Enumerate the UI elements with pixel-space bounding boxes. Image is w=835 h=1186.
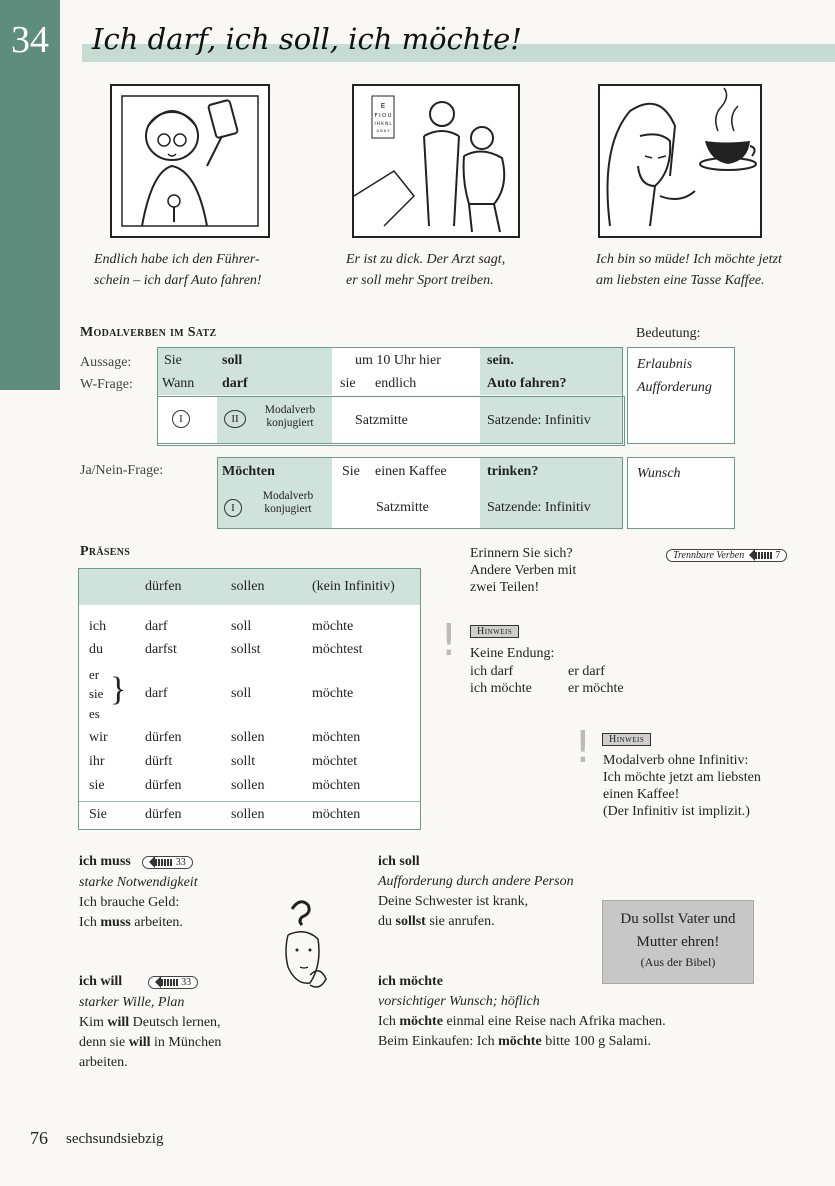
table-row: ich <box>89 619 107 634</box>
thinking-face-icon <box>280 895 330 1010</box>
meaning-aufforderung: Aufforderung <box>637 380 712 395</box>
hinweis-badge: Hinweis <box>602 733 651 746</box>
header-duerfen: dürfen <box>145 579 182 594</box>
position-1: I <box>172 410 190 428</box>
bible-quote-box: Du sollst Vater und Mutter ehren! (Aus der Bibel) <box>602 900 754 984</box>
will-block: ich will 33 starker Wille, Plan Kim will Deutsch lernen, denn sie will in München arbeiten. <box>79 974 222 1070</box>
janein-ende: trinken? <box>487 464 539 479</box>
header-kein-infinitiv: (kein Infinitiv) <box>312 579 395 594</box>
wfrage-mitte: endlich <box>375 376 417 391</box>
aussage-mitte: um 10 Uhr hier <box>355 353 441 368</box>
page-number-word: sechsundsiebzig <box>66 1131 164 1147</box>
janein-satzende: Satzende: Infinitiv <box>487 500 591 515</box>
table-row: darf <box>145 686 168 701</box>
hinweis-2-text: Modalverb ohne Infinitiv: Ich möchte jetzt am liebsten einen Kaffee! (Der Infinitiv ist implizit.) <box>603 753 761 819</box>
illustration-tired-woman <box>598 84 762 238</box>
chapter-number: 34 <box>11 19 49 61</box>
hinweis-badge: Hinweis <box>470 625 519 638</box>
exclamation-icon: ! <box>440 615 458 666</box>
arrow-left-icon <box>155 859 173 866</box>
janein-mitte: einen Kaffee <box>375 464 447 479</box>
caption-3: Ich bin so müde! Ich möchte jetzt am liebsten eine Tasse Kaffee. <box>596 252 782 288</box>
aussage-verb: soll <box>222 353 243 368</box>
soll-block: ich soll Aufforderung durch andere Person Deine Schwester ist krank, du sollst sie anrufen. <box>378 854 574 929</box>
pronoun-es: es <box>89 706 100 721</box>
moechte-block: ich möchte vorsichtiger Wunsch; höflich Ich möchte einmal eine Reise nach Afrika machen. Beim Einkaufen: Ich möchte bitte 100 g Salami. <box>378 974 666 1049</box>
eye-chart-line: I H K N L <box>374 121 392 126</box>
eye-chart-line: F I O U <box>374 113 392 119</box>
aussage-label: Aussage: <box>80 355 132 370</box>
caption-1: Endlich habe ich den Führer- schein – ich darf Auto fahren! <box>94 252 262 288</box>
arrow-left-icon <box>755 552 773 559</box>
janein-modalverb-konjugiert: Modalverb konjugiert <box>262 490 314 515</box>
janein-satzmitte: Satzmitte <box>376 500 429 515</box>
table-row: ihr <box>89 754 105 769</box>
janein-position-1: I <box>224 499 242 517</box>
meaning-erlaubnis: Erlaubnis <box>637 357 693 372</box>
brace: } <box>110 671 127 708</box>
section-heading-modalverben: Modalverben im Satz <box>80 325 217 340</box>
position-2: II <box>224 410 246 428</box>
eye-chart-line: E <box>380 102 386 110</box>
caption-2: Er ist zu dick. Der Arzt sagt, er soll mehr Sport treiben. <box>346 252 506 288</box>
ref-33[interactable]: 33 <box>148 976 199 989</box>
wfrage-word: Wann <box>162 376 195 391</box>
wfrage-subject: sie <box>340 376 356 391</box>
janein-label: Ja/Nein-Frage: <box>80 463 164 478</box>
janein-verb: Möchten <box>222 464 275 479</box>
muss-block: ich muss 33 starke Notwendigkeit Ich brauche Geld: Ich muss arbeiten. <box>79 854 198 930</box>
meaning-wunsch: Wunsch <box>637 466 681 481</box>
ref-trennbare-verben[interactable]: Trennbare Verben 7 <box>666 549 787 562</box>
table-row: sie <box>89 778 105 793</box>
wfrage-verb: darf <box>222 376 248 391</box>
pronoun-er: er <box>89 667 100 682</box>
exclamation-icon: ! <box>574 722 592 773</box>
satzende-label: Satzende: Infinitiv <box>487 413 591 428</box>
aussage-ende: sein. <box>487 353 514 368</box>
janein-subject: Sie <box>342 464 360 479</box>
section-heading-praesens: Präsens <box>80 544 131 559</box>
eye-chart-line: A N X Y <box>376 129 390 133</box>
arrow-left-icon <box>161 979 179 986</box>
page-title: Ich darf, ich soll, ich möchte! <box>92 22 522 56</box>
aussage-subject: Sie <box>164 353 182 368</box>
page-number: 76 <box>30 1128 48 1148</box>
wfrage-ende: Auto fahren? <box>487 376 567 391</box>
ref-33[interactable]: 33 <box>142 856 193 869</box>
hinweis-1-text: Keine Endung: <box>470 646 555 661</box>
modalverb-konjugiert: Modalverb konjugiert <box>264 404 316 429</box>
satzmitte-label: Satzmitte <box>355 413 408 428</box>
table-row: du <box>89 642 103 657</box>
wfrage-label: W-Frage: <box>80 377 133 392</box>
illustration-doctor <box>352 84 520 238</box>
illustration-driving-license <box>110 84 270 238</box>
erinnern-note: Erinnern Sie sich? Andere Verben mit zwei Teilen! <box>470 546 577 595</box>
table-row: wir <box>89 730 108 745</box>
table-row: Sie <box>89 807 107 822</box>
bedeutung-label: Bedeutung: <box>636 326 701 341</box>
pronoun-sie: sie <box>89 686 104 701</box>
header-sollen: sollen <box>231 579 265 594</box>
